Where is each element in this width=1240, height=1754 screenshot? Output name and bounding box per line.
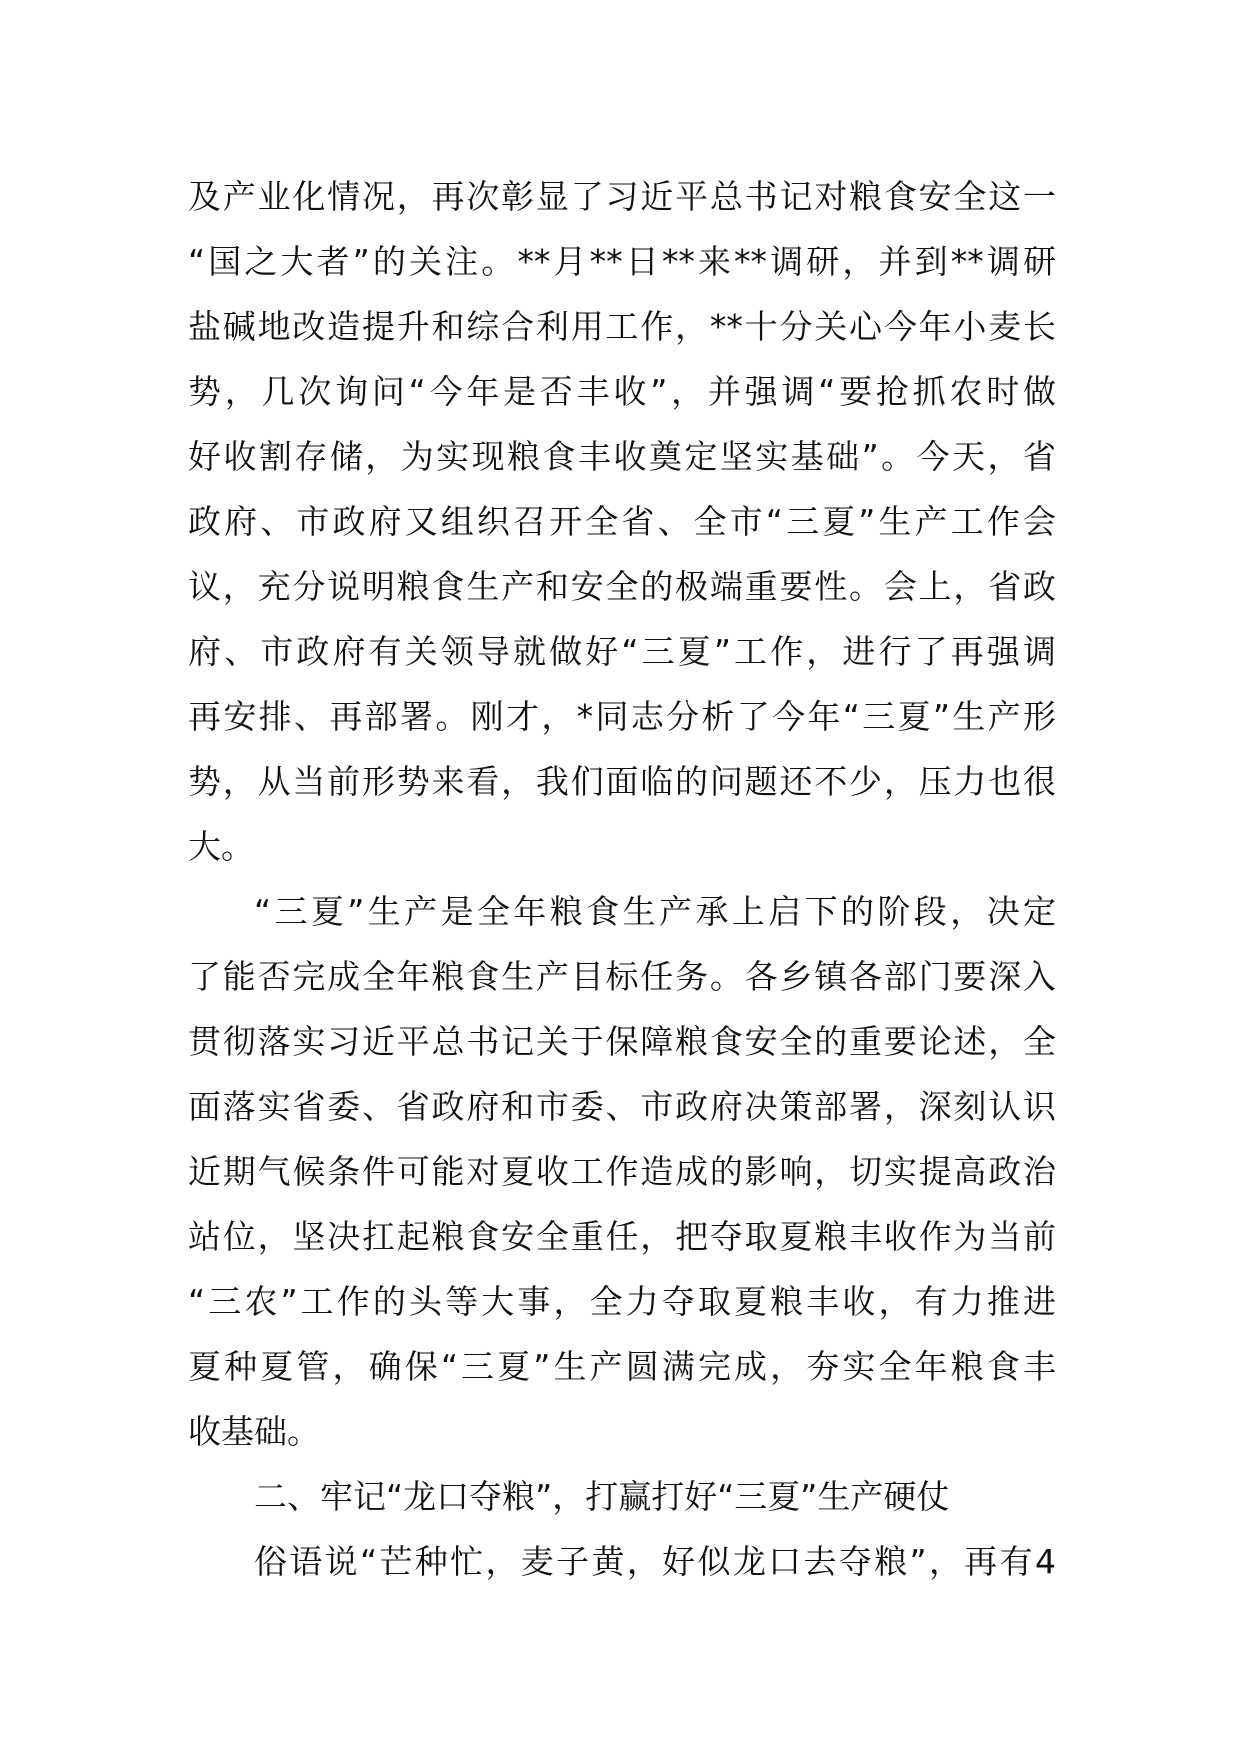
text-line: “国之大者”的关注。**月**日**来**调研，并到**调研 bbox=[188, 242, 1056, 281]
text-line: 大。 bbox=[188, 827, 254, 866]
text-line: 府、市政府有关领导就做好“三夏”工作，进行了再强调 bbox=[188, 632, 1056, 671]
text-line: 议，充分说明粮食生产和安全的极端重要性。会上，省政 bbox=[188, 567, 1056, 606]
paragraph-3 bbox=[188, 1529, 1056, 1594]
text-line: 再安排、再部署。刚才，*同志分析了今年“三夏”生产形 bbox=[188, 697, 1056, 736]
text-line: 站位，坚决扛起粮食安全重任，把夺取夏粮丰收作为当前 bbox=[188, 1217, 1056, 1256]
text-line: 贯彻落实习近平总书记关于保障粮食安全的重要论述，全 bbox=[188, 1022, 1056, 1061]
paragraph-1 bbox=[188, 164, 1056, 879]
text-line: 政府、市政府又组织召开全省、全市“三夏”生产工作会 bbox=[188, 502, 1056, 541]
text-line: 俗语说“芒种忙，麦子黄，好似龙口去夺粮”，再有4 bbox=[254, 1542, 1056, 1581]
text-line: 了能否完成全年粮食生产目标任务。各乡镇各部门要深入 bbox=[188, 957, 1056, 996]
text-line: 收基础。 bbox=[188, 1412, 320, 1451]
text-line: 势，从当前形势来看，我们面临的问题还不少，压力也很 bbox=[188, 762, 1056, 801]
text-line: 面落实省委、省政府和市委、市政府决策部署，深刻认识 bbox=[188, 1087, 1056, 1126]
heading-line: 二、牢记“龙口夺粮”，打赢打好“三夏”生产硬仗 bbox=[254, 1477, 950, 1516]
text-line: “三农”工作的头等大事，全力夺取夏粮丰收，有力推进 bbox=[188, 1282, 1056, 1321]
section-heading bbox=[188, 1464, 1056, 1529]
document-body bbox=[188, 164, 1056, 1594]
text-line: 近期气候条件可能对夏收工作造成的影响，切实提高政治 bbox=[188, 1152, 1056, 1191]
text-line: “三夏”生产是全年粮食生产承上启下的阶段，决定 bbox=[254, 892, 1056, 931]
text-line: 好收割存储，为实现粮食丰收奠定坚实基础”。今天，省 bbox=[188, 437, 1056, 476]
text-line: 夏种夏管，确保“三夏”生产圆满完成，夯实全年粮食丰 bbox=[188, 1347, 1056, 1386]
text-line: 势，几次询问“今年是否丰收”，并强调“要抢抓农时做 bbox=[188, 372, 1056, 411]
paragraph-2 bbox=[188, 879, 1056, 1464]
text-line: 及产业化情况，再次彰显了习近平总书记对粮食安全这一 bbox=[188, 177, 1056, 216]
text-line: 盐碱地改造提升和综合利用工作，**十分关心今年小麦长 bbox=[188, 307, 1056, 346]
